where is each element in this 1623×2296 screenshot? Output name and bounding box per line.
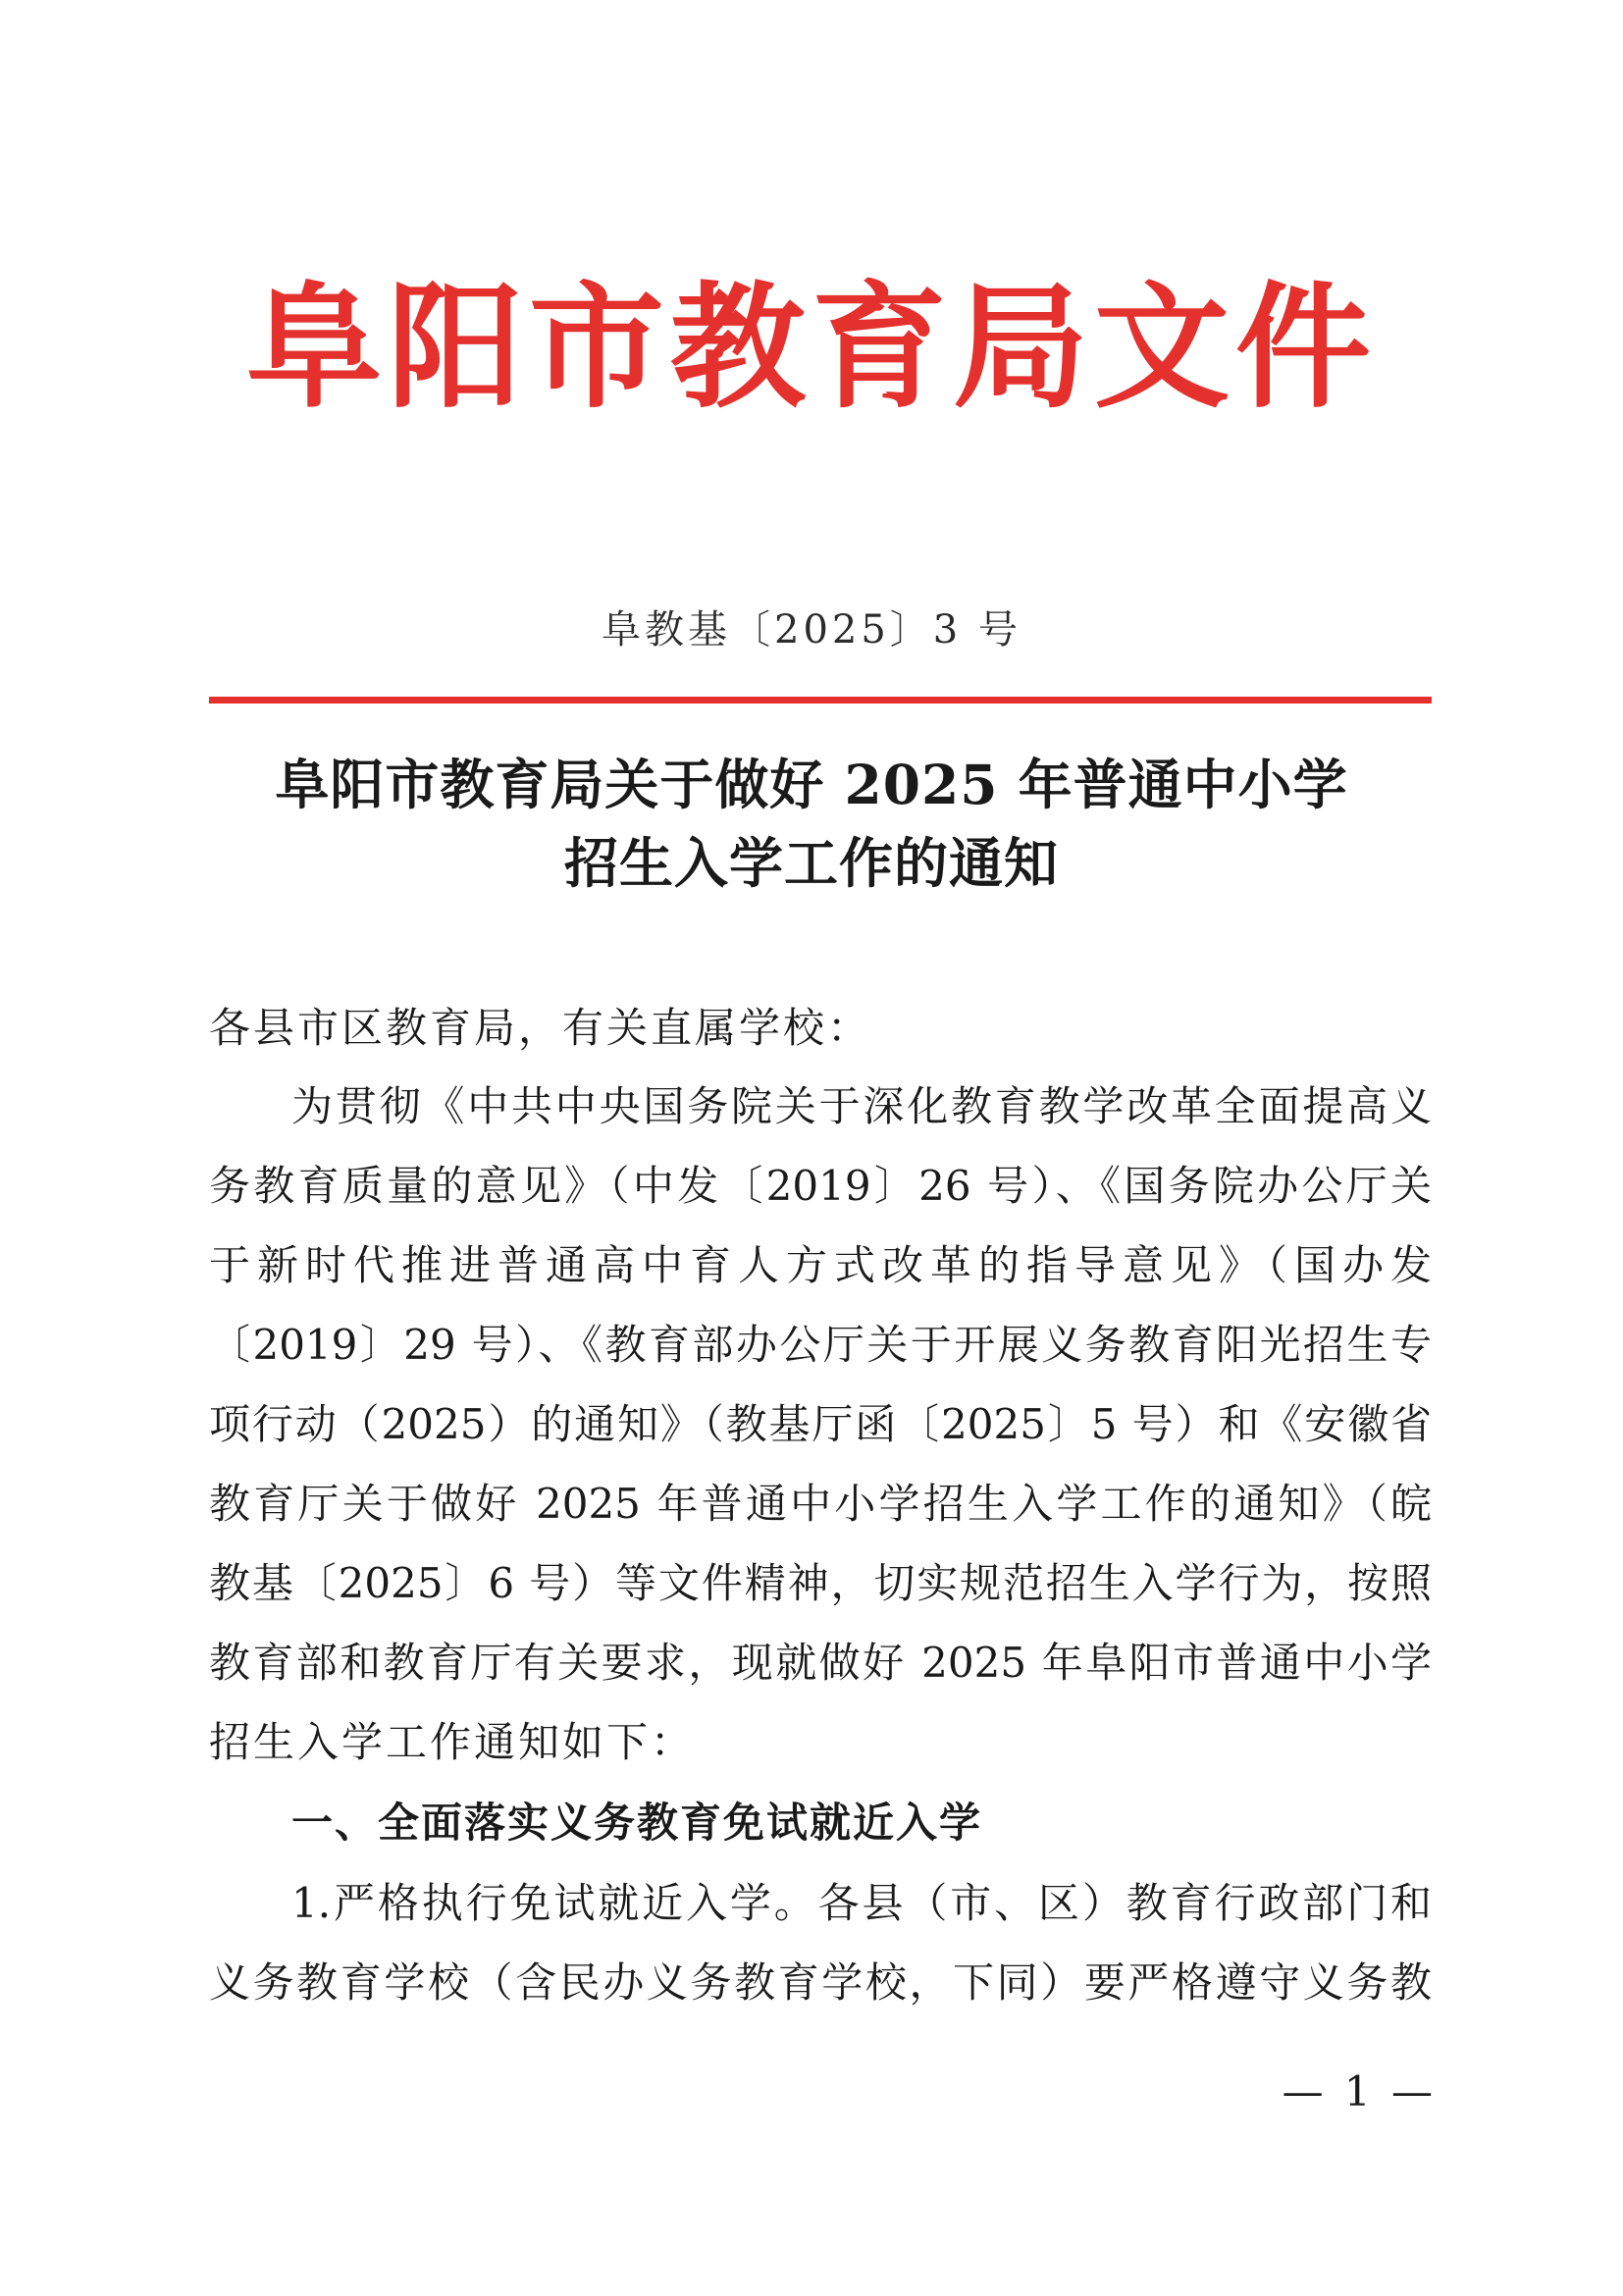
body-paragraph-line: 〔2019〕29 号）、《教育部办公厅关于开展义务教育阳光招生专 [209, 1321, 1432, 1369]
body-paragraph-line: 务教育质量的意见》（中发〔2019〕26 号）、《国务院办公厅关 [209, 1162, 1432, 1210]
body-paragraph-line: 教育厅关于做好 2025 年普通中小学招生入学工作的通知》（皖 [209, 1480, 1432, 1528]
section-paragraph-line: 义务教育学校（含民办义务教育学校，下同）要严格遵守义务教 [209, 1958, 1432, 2007]
document-title-line-2: 招生入学工作的通知 [563, 831, 1059, 895]
body-paragraph-line: 教育部和教育厅有关要求，现就做好 2025 年阜阳市普通中小学 [209, 1639, 1432, 1687]
document-title [147, 746, 1476, 903]
page-number: — 1 — [1282, 2067, 1437, 2115]
body-paragraph-line: 招生入学工作通知如下： [209, 1718, 696, 1766]
body-paragraph-line: 为贯彻《中共中央国务院关于深化教育教学改革全面提高义 [291, 1082, 1432, 1130]
body-paragraph-line: 教基〔2025〕6 号）等文件精神，切实规范招生入学行为，按照 [209, 1559, 1432, 1607]
body-paragraph-line: 项行动（2025）的通知》（教基厅函〔2025〕5 号）和《安徽省 [209, 1400, 1432, 1448]
body-paragraph-line: 于新时代推进普通高中育人方式改革的指导意见》（国办发 [209, 1241, 1432, 1289]
document-title-line-1: 阜阳市教育局关于做好 2025 年普通中小学 [275, 753, 1348, 816]
section-heading: 一、全面落实义务教育免试就近入学 [291, 1799, 983, 1847]
section-paragraph-line: 1.严格执行免试就近入学。各县（市、区）教育行政部门和 [291, 1879, 1432, 1927]
masthead-title: 阜阳市教育局文件 [245, 269, 1377, 427]
document-number: 阜教基〔2025〕3 号 [602, 607, 1021, 652]
red-divider-line [209, 697, 1432, 704]
salutation: 各县市区教育局，有关直属学校： [209, 1004, 872, 1052]
